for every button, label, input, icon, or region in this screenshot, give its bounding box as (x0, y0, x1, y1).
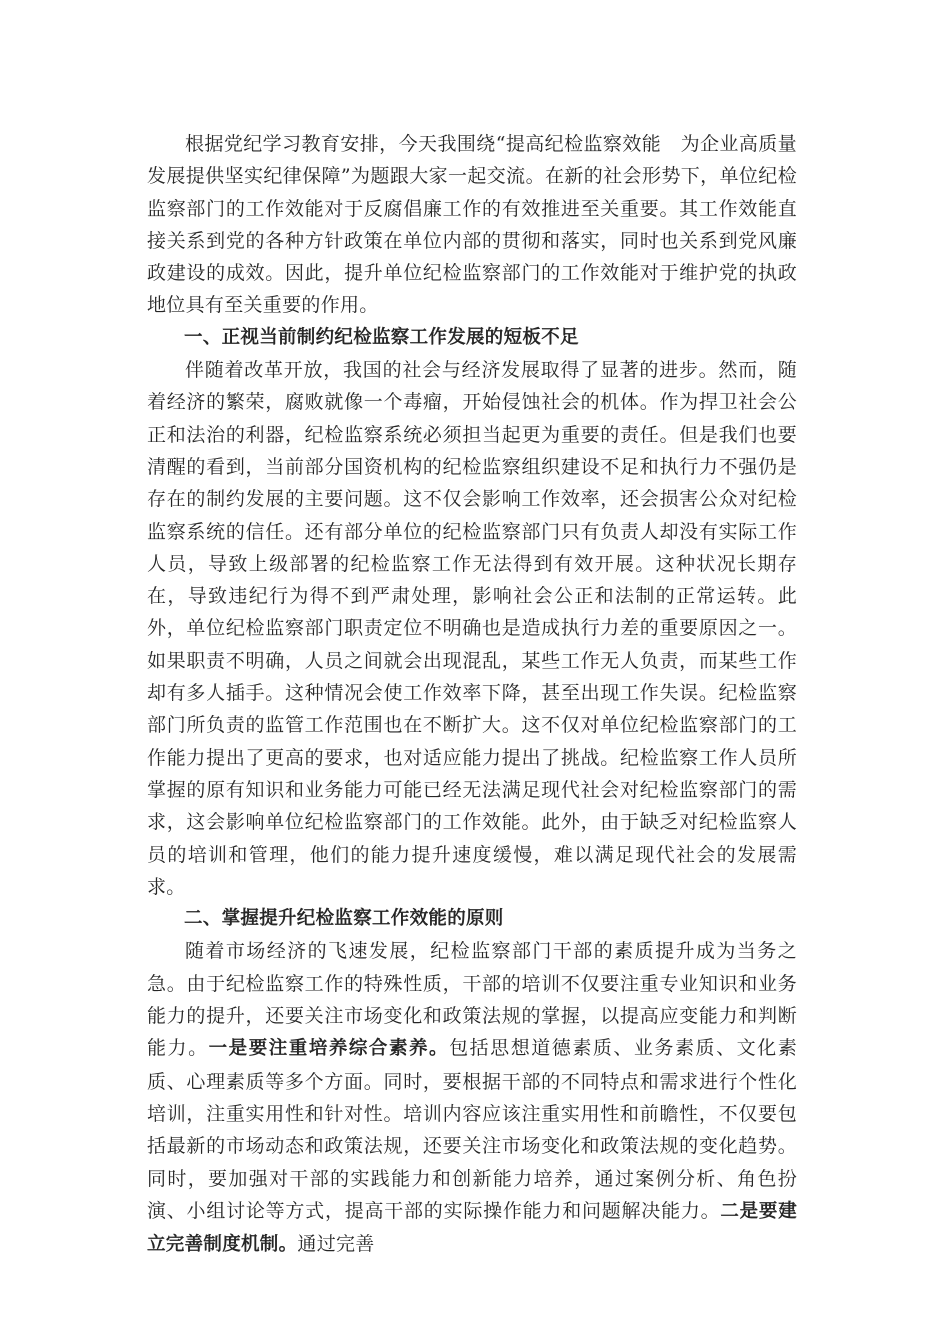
document-body (147, 128, 797, 1261)
section-1-paragraph: 伴随着改革开放，我国的社会与经济发展取得了显著的进步。然而，随着经济的繁荣，腐败就像一个毒瘤，开始侵蚀社会的机体。作为捍卫社会公正和法治的利器，纪检监察系统必须担当起更为重要的责任。但是我们也要清醒的看到，当前部分国资机构的纪检监察组织建设不足和执行力不强仍是存在的制约发展的主要问题。这不仅会影响工作效率，还会损害公众对纪检监察系统的信任。还有部分单位的纪检监察部门只有负责人却没有实际工作人员，导致上级部署的纪检监察工作无法得到有效开展。这种状况长期存在，导致违纪行为得不到严肃处理，影响社会公正和法制的正常运转。此外，单位纪检监察部门职责定位不明确也是造成执行力差的重要原因之一。如果职责不明确，人员之间就会出现混乱，某些工作无人负责，而某些工作却有多人插手。这种情况会使工作效率下降，甚至出现工作失误。纪检监察部门所负责的监管工作范围也在不断扩大。这不仅对单位纪检监察部门的工作能力提出了更高的要求，也对适应能力提出了挑战。纪检监察工作人员所掌握的原有知识和业务能力可能已经无法满足现代社会对纪检监察部门的需求，这会影响单位纪检监察部门的工作效能。此外，由于缺乏对纪检监察人员的培训和管理，他们的能力提升速度缓慢，难以满足现代社会的发展需求。 (147, 359, 797, 898)
section-2-bold-point-2: 二是要建立完善制度机制。 (147, 1200, 798, 1256)
section-heading-1: 一、正视当前制约纪检监察工作发展的短板不足 (184, 326, 579, 348)
section-2-text-3: 通过完善 (297, 1233, 375, 1256)
section-2-text-1: 随着市场经济的飞速发展，纪检监察部门干部的素质提升成为当务之急。由于纪检监察工作的特殊性质，干部的培训不仅要注重专业知识和业务能力的提升，还要关注市场变化和政策法规的掌握，以提高应变能力和判断能力。 (147, 940, 797, 1060)
section-heading-2: 二、掌握提升纪检监察工作效能的原则 (184, 908, 504, 930)
section-2-text-2: 包括思想道德素质、业务素质、文化素质、心理素质等多个方面。同时，要根据干部的不同特点和需求进行个性化培训，注重实用性和针对性。培训内容应该注重实用性和前瞻性，不仅要包括最新的市场动态和政策法规，还要关注市场变化和政策法规的变化趋势。同时，要加强对干部的实践能力和创新能力培养，通过案例分析、角色扮演、小组讨论等方式，提高干部的实际操作能力和问题解决能力。 (147, 1037, 798, 1222)
section-2-paragraph (147, 935, 797, 1261)
intro-paragraph: 根据党纪学习教育安排，今天我围绕“提高纪检监察效能 为企业高质量发展提供坚实纪律保障”为题跟大家一起交流。在新的社会形势下，单位纪检监察部门的工作效能对于反腐倡廉工作的有效推进至关重要。其工作效能直接关系到党的各种方针政策在单位内部的贯彻和落实，同时也关系到党风廉政建设的成效。因此，提升单位纪检监察部门的工作效能对于维护党的执政地位具有至关重要的作用。 (147, 133, 797, 317)
section-2-bold-point-1: 一是要注重培养综合素养。 (208, 1038, 450, 1060)
